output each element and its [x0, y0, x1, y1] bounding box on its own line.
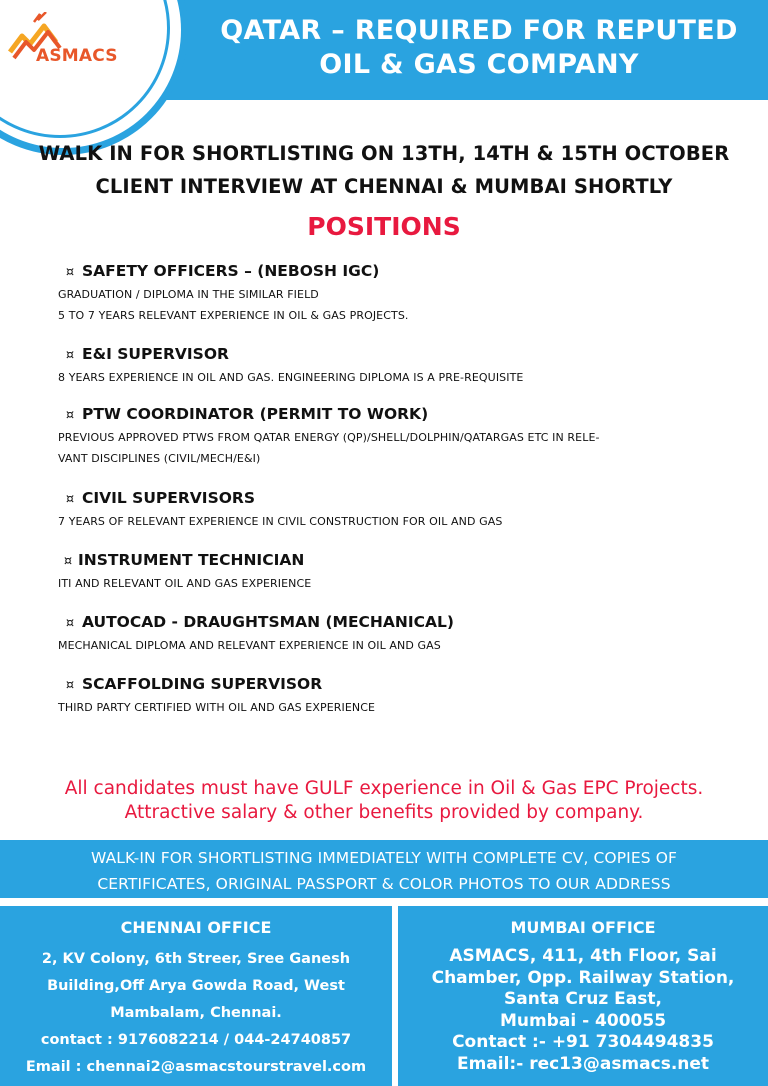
mumbai-contact: Contact :- +91 7304494835: [452, 1032, 714, 1052]
position-title: ¤ E&I SUPERVISOR: [58, 343, 748, 367]
chennai-office-panel: [0, 906, 392, 1086]
position-detail: 5 TO 7 YEARS RELEVANT EXPERIENCE IN OIL & GAS PROJECTS.: [58, 309, 409, 322]
mumbai-address-line: Mumbai - 400055: [499, 1010, 667, 1031]
position-item: [58, 403, 748, 469]
chennai-contact: contact : 9176082214 / 044-24740857: [40, 1032, 352, 1048]
position-item: [58, 611, 748, 656]
walk-in-instruction-line: WALK-IN FOR SHORTLISTING IMMEDIATELY WITH COMPLETE CV, COPIES OF: [90, 849, 678, 867]
mumbai-office-panel: [398, 906, 768, 1086]
page-title: [190, 14, 768, 82]
position-title: ¤ INSTRUMENT TECHNICIAN: [58, 549, 748, 573]
position-detail: ITI AND RELEVANT OIL AND GAS EXPERIENCE: [58, 577, 312, 590]
position-item: [58, 487, 748, 532]
chennai-office-title: CHENNAI OFFICE: [120, 918, 272, 937]
position-title: ¤ PTW COORDINATOR (PERMIT TO WORK): [58, 403, 748, 427]
positions-heading: POSITIONS: [307, 212, 461, 241]
bullet-icon: ¤: [65, 492, 75, 507]
mumbai-address-line: Chamber, Opp. Railway Station,: [431, 967, 735, 988]
chennai-address-line: Building,Off Arya Gowda Road, West: [47, 978, 345, 994]
position-detail: 8 YEARS EXPERIENCE IN OIL AND GAS. ENGINEERING DIPLOMA IS A PRE-REQUISITE: [58, 371, 524, 384]
position-item: [58, 343, 748, 388]
chennai-address-line: 2, KV Colony, 6th Streer, Sree Ganesh: [41, 951, 351, 967]
position-detail: MECHANICAL DIPLOMA AND RELEVANT EXPERIENCE IN OIL AND GAS: [58, 639, 441, 652]
bullet-icon: ¤: [63, 554, 73, 569]
bullet-icon: ¤: [65, 408, 75, 423]
mumbai-office-title: MUMBAI OFFICE: [510, 918, 656, 937]
position-detail: GRADUATION / DIPLOMA IN THE SIMILAR FIELD: [58, 288, 319, 301]
position-title: ¤ SAFETY OFFICERS – (NEBOSH IGC): [58, 260, 748, 284]
gulf-experience-note: All candidates must have GULF experience in Oil & Gas EPC Projects.: [64, 778, 704, 799]
position-detail: THIRD PARTY CERTIFIED WITH OIL AND GAS EXPERIENCE: [58, 701, 376, 714]
walk-in-instructions-bar: [0, 840, 768, 898]
walk-in-instruction-line: CERTIFICATES, ORIGINAL PASSPORT & COLOR PHOTOS TO OUR ADDRESS: [97, 875, 671, 893]
position-item: [58, 549, 748, 594]
position-title: ¤ SCAFFOLDING SUPERVISOR: [58, 673, 748, 697]
salary-benefits-note: Attractive salary & other benefits provided by company.: [124, 802, 644, 823]
title-line-2: OIL & GAS COMPANY: [319, 49, 639, 80]
chennai-email: Email : chennai2@asmacstourstravel.com: [25, 1059, 367, 1075]
bullet-icon: ¤: [65, 616, 75, 631]
mumbai-address-line: Santa Cruz East,: [504, 989, 662, 1009]
position-item: [58, 673, 748, 718]
mumbai-email: Email:- rec13@asmacs.net: [456, 1053, 710, 1074]
position-item: [58, 260, 748, 326]
logo-wordmark: ASMACS: [36, 46, 118, 66]
position-title: ¤ CIVIL SUPERVISORS: [58, 487, 748, 511]
position-detail: PREVIOUS APPROVED PTWS FROM QATAR ENERGY (QP)/SHELL/DOLPHIN/QATARGAS ETC IN RELE-: [58, 431, 600, 444]
position-detail: VANT DISCIPLINES (CIVIL/MECH/E&I): [58, 452, 261, 465]
title-line-1: QATAR – REQUIRED FOR REPUTED: [220, 15, 738, 46]
bullet-icon: ¤: [65, 265, 75, 280]
bullet-icon: ¤: [65, 678, 75, 693]
mumbai-address-line: ASMACS, 411, 4th Floor, Sai: [449, 946, 717, 966]
position-detail: 7 YEARS OF RELEVANT EXPERIENCE IN CIVIL CONSTRUCTION FOR OIL AND GAS: [58, 515, 503, 528]
bullet-icon: ¤: [65, 348, 75, 363]
walk-in-dates: WALK IN FOR SHORTLISTING ON 13TH, 14TH & 15TH OCTOBER: [38, 142, 730, 165]
position-title: ¤ AUTOCAD - DRAUGHTSMAN (MECHANICAL): [58, 611, 748, 635]
client-interview-note: CLIENT INTERVIEW AT CHENNAI & MUMBAI SHORTLY: [95, 175, 673, 198]
chennai-address-line: Mambalam, Chennai.: [110, 1005, 282, 1021]
